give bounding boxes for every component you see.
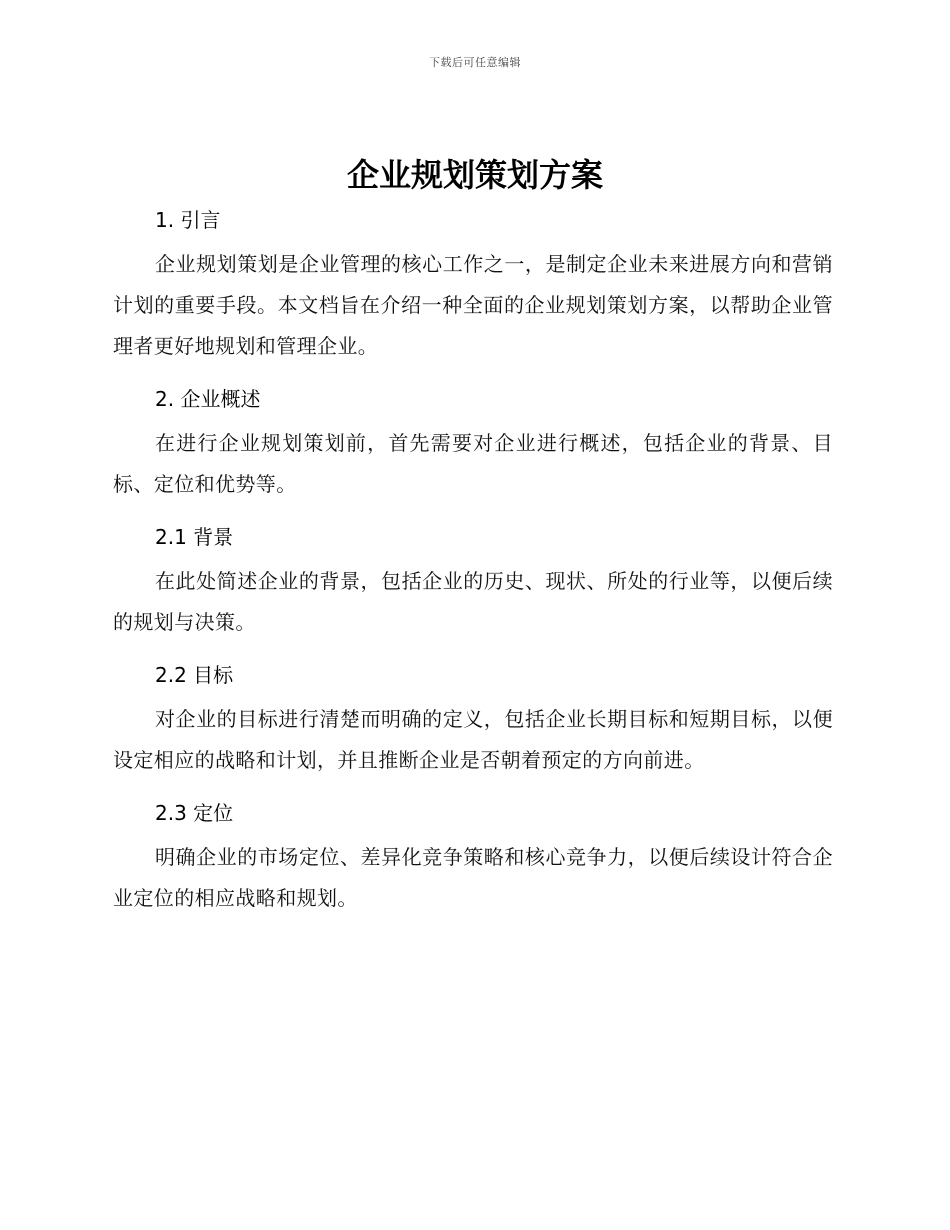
section-heading-overview: 2. 企业概述 — [155, 387, 261, 411]
section-paragraph-introduction: 企业规划策划是企业管理的核心工作之一，是制定企业未来进展方向和营销计划的重要手段。本文档旨在介绍一种全面的企业规划策划方案，以帮助企业管理者更好地规划和管理企业。 — [113, 252, 833, 358]
section-heading-background: 2.1 背景 — [155, 525, 234, 549]
section-paragraph-goals: 对企业的目标进行清楚而明确的定义，包括企业长期目标和短期目标，以便设定相应的战略和计划，并且推断企业是否朝着预定的方向前进。 — [113, 707, 833, 772]
section-heading-goals: 2.2 目标 — [155, 663, 234, 687]
document-title: 企业规划策划方案 — [346, 156, 603, 194]
page-header-note: 下载后可任意编辑 — [429, 56, 521, 69]
section-paragraph-background: 在此处简述企业的背景，包括企业的历史、现状、所处的行业等，以便后续的规划与决策。 — [113, 569, 833, 634]
section-heading-positioning: 2.3 定位 — [155, 801, 234, 825]
section-paragraph-positioning: 明确企业的市场定位、差异化竞争策略和核心竞争力，以便后续设计符合企业定位的相应战略和规划。 — [113, 845, 833, 910]
section-paragraph-overview: 在进行企业规划策划前，首先需要对企业进行概述，包括企业的背景、目标、定位和优势等。 — [113, 431, 833, 496]
document-body — [113, 200, 833, 919]
section-heading-introduction: 1. 引言 — [155, 208, 221, 232]
